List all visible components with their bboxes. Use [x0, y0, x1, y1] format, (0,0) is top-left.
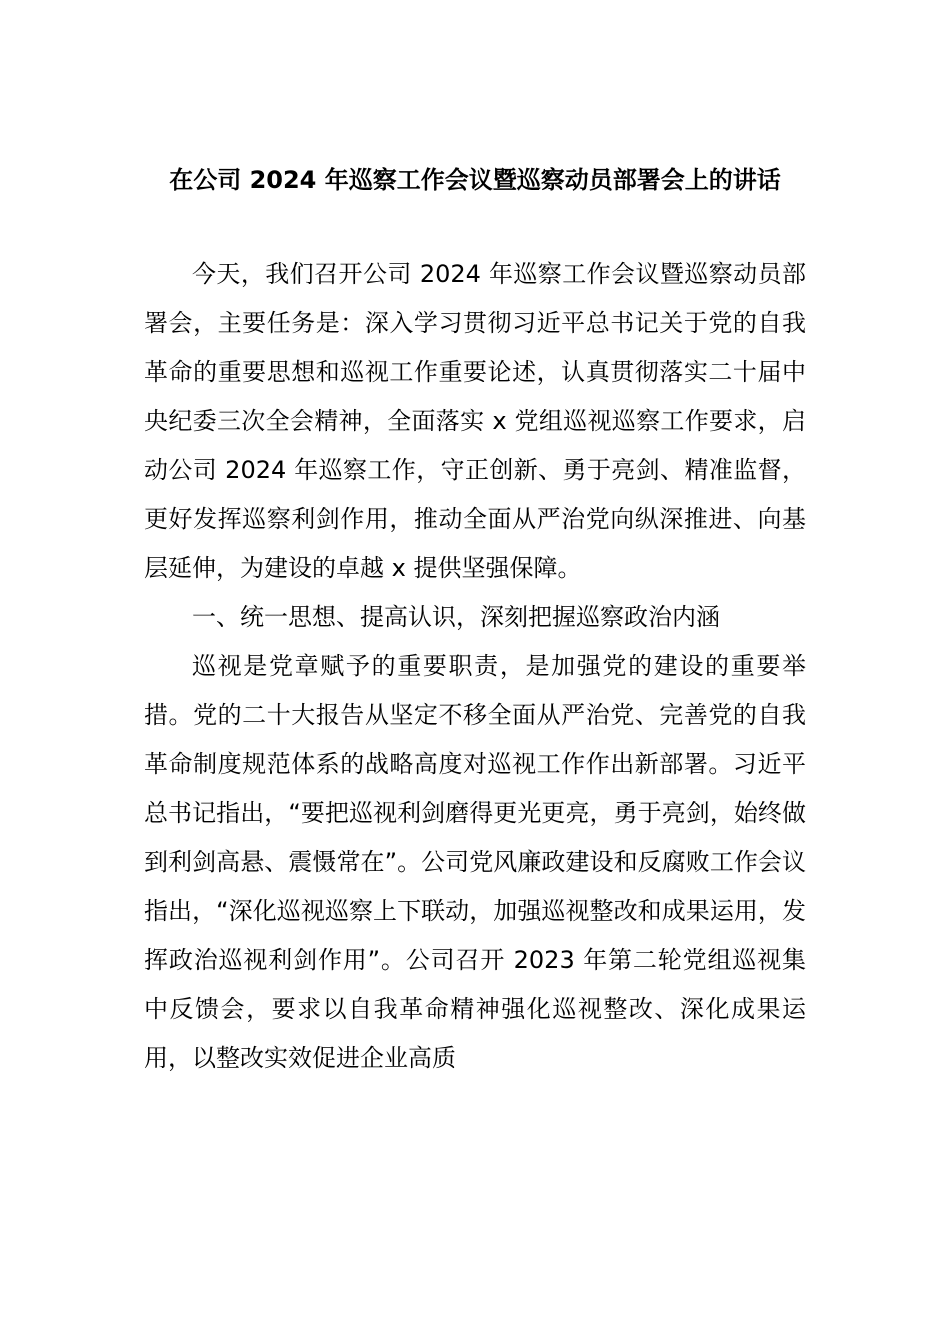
body-paragraph: 巡视是党章赋予的重要职责，是加强党的建设的重要举措。党的二十大报告从坚定不移全面从严治党、完善党的自我革命制度规范体系的战略高度对巡视工作作出新部署。习近平总书记指出，“要把巡视利剑磨得更光更亮，勇于亮剑，始终做到利剑高悬、震慑常在”。公司党风廉政建设和反腐败工作会议指出，“深化巡视巡察上下联动，加强巡视整改和成果运用，发挥政治巡视利剑作用”。公司召开 2023 年第二轮党组巡视集中反馈会，要求以自我革命精神强化巡视整改、深化成果运用，以整改实效促进企业高质 [144, 652, 806, 1072]
document-body [144, 250, 806, 1083]
document-title: 在公司 2024 年巡察工作会议暨巡察动员部署会上的讲话 [169, 166, 781, 194]
intro-paragraph: 今天，我们召开公司 2024 年巡察工作会议暨巡察动员部署会，主要任务是：深入学习贯彻习近平总书记关于党的自我革命的重要思想和巡视工作重要论述，认真贯彻落实二十届中央纪委三次全会精神，全面落实 x 党组巡视巡察工作要求，启动公司 2024 年巡察工作，守正创新、勇于亮剑、精准监督，更好发挥巡察利剑作用，推动全面从严治党向纵深推进、向基层延伸，为建设的卓越 x 提供坚强保障。 [144, 260, 806, 582]
section-heading: 一、统一思想、提高认识，深刻把握巡察政治内涵 [192, 603, 720, 631]
